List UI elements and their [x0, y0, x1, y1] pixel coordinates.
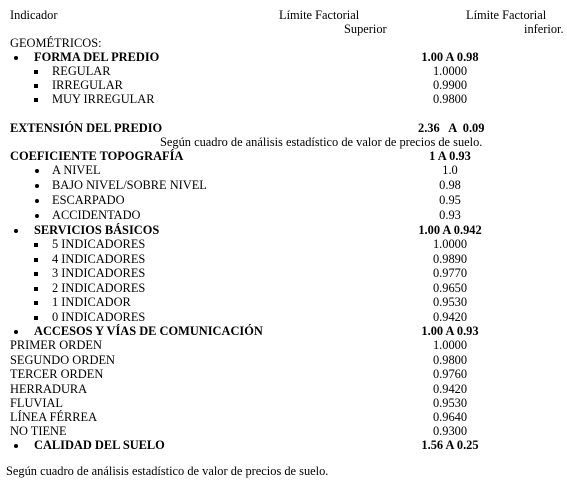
accesos-title: ACCESOS Y VÍAS DE COMUNICACIÓN	[34, 324, 263, 338]
extension-note: Según cuadro de análisis estadístico de valor de precios de suelo.	[160, 135, 483, 149]
accesos-item-value: 0.9640	[432, 410, 468, 424]
servicios-item-label: 0 INDICADORES	[52, 310, 146, 324]
forma-range: 1.00 A 0.98	[421, 50, 479, 64]
header-upper-limit: Límite Factorial	[279, 8, 360, 22]
extension-title: EXTENSIÓN DEL PREDIO	[10, 121, 163, 135]
bullet-dot-icon	[35, 169, 39, 173]
bullet-dot-icon	[35, 199, 39, 203]
servicios-item-label: 5 INDICADORES	[52, 237, 146, 251]
servicios-item-value: 0.9530	[432, 295, 468, 309]
extension-range: 2.36 A 0.09	[418, 121, 485, 135]
topografia-item-value: 0.98	[439, 178, 461, 192]
topografia-item-value: 0.95	[439, 193, 461, 207]
accesos-item-label: FLUVIAL	[10, 396, 63, 410]
accesos-item-value: 0.9800	[432, 353, 468, 367]
bullet-dot-icon	[35, 184, 39, 188]
topografia-item-label: ESCARPADO	[52, 193, 125, 207]
topografia-item-value: 0.93	[439, 208, 461, 222]
forma-item-label: MUY IRREGULAR	[52, 92, 155, 106]
bullet-square-icon	[34, 84, 38, 88]
servicios-item-label: 1 INDICADOR	[52, 295, 131, 309]
servicios-item-label: 3 INDICADORES	[52, 266, 146, 280]
bullet-square-icon	[34, 258, 38, 262]
accesos-item-label: TERCER ORDEN	[10, 367, 104, 381]
accesos-item-label: HERRADURA	[10, 382, 88, 396]
geometricos-label: GEOMÉTRICOS:	[10, 36, 102, 50]
accesos-item-label: SEGUNDO ORDEN	[10, 353, 115, 367]
servicios-item-value: 1.0000	[432, 237, 468, 251]
calidad-title: CALIDAD DEL SUELO	[34, 438, 165, 452]
servicios-title: SERVICIOS BÁSICOS	[34, 223, 160, 237]
accesos-item-label: LÍNEA FÉRREA	[10, 410, 98, 424]
header-indicator: Indicador	[10, 8, 58, 22]
topografia-item-label: BAJO NIVEL/SOBRE NIVEL	[52, 178, 207, 192]
forma-item-label: REGULAR	[52, 64, 111, 78]
bullet-square-icon	[34, 287, 38, 291]
bullet-dot-icon	[14, 444, 18, 448]
bullet-square-icon	[34, 301, 38, 305]
forma-item-label: IRREGULAR	[52, 78, 123, 92]
topografia-item-label: ACCIDENTADO	[52, 208, 141, 222]
servicios-item-label: 4 INDICADORES	[52, 252, 146, 266]
forma-item-value: 0.9800	[432, 92, 468, 106]
accesos-item-value: 0.9420	[432, 382, 468, 396]
servicios-item-value: 0.9420	[432, 310, 468, 324]
servicios-item-value: 0.9890	[432, 252, 468, 266]
accesos-item-label: NO TIENE	[10, 424, 67, 438]
bullet-square-icon	[34, 70, 38, 74]
bullet-dot-icon	[14, 229, 18, 233]
header-lower-limit: Límite Factorial	[466, 8, 547, 22]
forma-title: FORMA DEL PREDIO	[34, 50, 160, 64]
servicios-item-value: 0.9650	[432, 281, 468, 295]
header-lower-limit-sub: inferior.	[524, 22, 564, 36]
bullet-dot-icon	[14, 56, 18, 60]
topografia-title: COEFICIENTE TOPOGRAFÍA	[10, 149, 184, 163]
bullet-square-icon	[34, 272, 38, 276]
footer-note: Según cuadro de análisis estadístico de valor de precios de suelo.	[6, 464, 329, 478]
bullet-dot-icon	[14, 330, 18, 334]
accesos-item-value: 0.9530	[432, 396, 468, 410]
accesos-item-value: 0.9760	[432, 367, 468, 381]
forma-item-value: 0.9900	[432, 78, 468, 92]
topografia-item-label: A NIVEL	[52, 163, 101, 177]
accesos-item-value: 0.9300	[432, 424, 468, 438]
servicios-item-label: 2 INDICADORES	[52, 281, 146, 295]
accesos-range: 1.00 A 0.93	[421, 324, 479, 338]
header-upper-limit-sub: Superior	[344, 22, 387, 36]
topografia-range: 1 A 0.93	[429, 149, 471, 163]
bullet-square-icon	[34, 316, 38, 320]
forma-item-value: 1.0000	[432, 64, 468, 78]
bullet-square-icon	[34, 243, 38, 247]
topografia-item-value: 1.0	[442, 163, 458, 177]
bullet-dot-icon	[35, 214, 39, 218]
servicios-item-value: 0.9770	[432, 266, 468, 280]
servicios-range: 1.00 A 0.942	[418, 223, 482, 237]
calidad-range: 1.56 A 0.25	[421, 438, 479, 452]
bullet-square-icon	[34, 98, 38, 102]
accesos-item-label: PRIMER ORDEN	[10, 338, 102, 352]
accesos-item-value: 1.0000	[432, 338, 468, 352]
